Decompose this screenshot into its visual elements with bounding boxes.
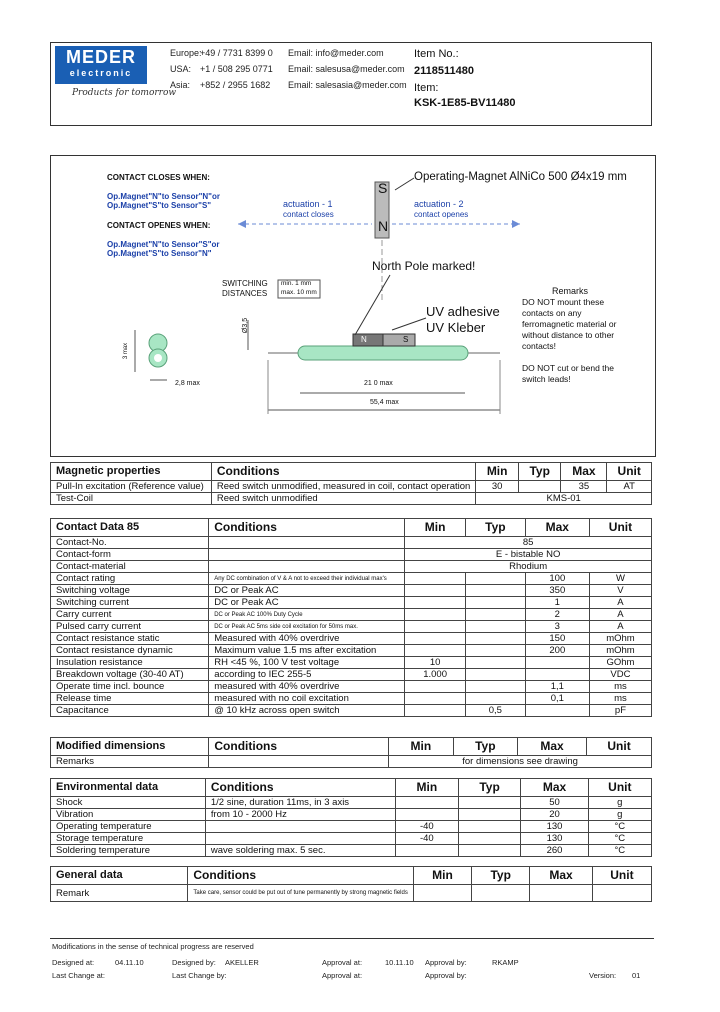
- cell-span: KMS-01: [476, 493, 652, 505]
- cell-min: [405, 633, 466, 645]
- cell-unit: W: [589, 573, 651, 585]
- header-cell: Typ: [458, 779, 521, 797]
- logo-line1: MEDER: [65, 47, 136, 67]
- sensor-s-label: S: [403, 335, 409, 344]
- actuation-1-label: actuation - 1: [283, 199, 333, 209]
- cell-unit: A: [589, 621, 651, 633]
- cell-unit: °C: [588, 833, 651, 845]
- header-cell: Conditions: [188, 867, 413, 885]
- cell-unit: [592, 885, 651, 902]
- table-row: [51, 609, 652, 621]
- cell-unit: pF: [589, 705, 651, 717]
- cell-min: [395, 845, 458, 857]
- version: 01: [632, 971, 641, 980]
- cell-unit: A: [589, 609, 651, 621]
- header-cell: Max: [525, 519, 589, 537]
- cell-min: [395, 797, 458, 809]
- header-cell: Max: [530, 867, 593, 885]
- cell-name: Operate time incl. bounce: [51, 681, 209, 693]
- cell-cond: 1/2 sine, duration 11ms, in 3 axis: [205, 797, 395, 809]
- cell-name: Contact-No.: [51, 537, 209, 549]
- cell-cond: Measured with 40% overdrive: [209, 633, 405, 645]
- header-cell: Magnetic properties: [51, 463, 212, 481]
- closes-line2: Op.Magnet"S"to Sensor"S": [107, 201, 212, 210]
- header-cell: Typ: [453, 738, 517, 756]
- switching-label-1: SWITCHING: [222, 279, 268, 288]
- header-cell: Max: [561, 463, 607, 481]
- header-cell: Max: [521, 779, 588, 797]
- north-pole-leader: [355, 275, 390, 335]
- cell-name: Contact-material: [51, 561, 209, 573]
- table-row: [51, 481, 652, 493]
- contact-phone-usa: +1 / 508 295 0771: [200, 64, 273, 74]
- cell-span: 85: [405, 537, 652, 549]
- cell-min: [405, 609, 466, 621]
- cell-typ: [465, 669, 525, 681]
- contact-phone-asia: +852 / 2955 1682: [200, 80, 271, 90]
- dim-210: 21 0 max: [364, 380, 393, 387]
- table-header-row: [51, 463, 652, 481]
- cell-name: Insulation resistance: [51, 657, 209, 669]
- cell-name: Contact-form: [51, 549, 209, 561]
- cell-max: 1: [525, 597, 589, 609]
- cell-name: Switching voltage: [51, 585, 209, 597]
- table-row: [51, 621, 652, 633]
- cell-cond: according to IEC 255-5: [209, 669, 405, 681]
- switching-min: min. 1 mm: [281, 280, 312, 287]
- cell-cond: [209, 561, 405, 573]
- item-no: 2118511480: [414, 65, 474, 77]
- table-header-row: [51, 519, 652, 537]
- magnet-s-label: S: [378, 180, 388, 196]
- table-row: [51, 681, 652, 693]
- designed-at: 04.11.10: [115, 958, 144, 967]
- header-cell: Environmental data: [51, 779, 206, 797]
- cell-typ: [465, 657, 525, 669]
- cell-max: 2: [525, 609, 589, 621]
- table-row: [51, 885, 652, 902]
- dim-phi: Ø3,5: [242, 317, 250, 334]
- contact-region-asia: Asia:: [170, 80, 191, 90]
- table-header-row: [51, 779, 652, 797]
- cell-cond: measured with 40% overdrive: [209, 681, 405, 693]
- magnet-leader-line: [395, 178, 414, 190]
- remark-line: DO NOT mount these: [522, 297, 605, 307]
- contact-closes-heading: CONTACT CLOSES WHEN:: [107, 173, 210, 182]
- arrow-left-icon: [238, 220, 246, 228]
- table-header-row: [51, 867, 652, 885]
- footer-note: Modifications in the sense of technical progress are reserved: [52, 942, 254, 951]
- general-table: [50, 866, 652, 902]
- cell-span: Rhodium: [405, 561, 652, 573]
- last-change-at-label: Last Change at:: [52, 971, 105, 980]
- cell-max: 20: [521, 809, 588, 821]
- header-cell: Unit: [592, 867, 651, 885]
- section-core: [154, 354, 162, 362]
- cell-typ: [458, 821, 521, 833]
- cell-cond: Any DC combination of V & A not to exceed their individual max's: [209, 573, 405, 585]
- cell-max: [525, 657, 589, 669]
- header-cell: Conditions: [209, 519, 405, 537]
- cell-cond: from 10 - 2000 Hz: [205, 809, 395, 821]
- cell-typ: [465, 633, 525, 645]
- cell-min: 1.000: [405, 669, 466, 681]
- reed-glass-body: [298, 346, 468, 360]
- cell-min: 10: [405, 657, 466, 669]
- sensor-magnet-s: [383, 334, 415, 346]
- cell-max: 350: [525, 585, 589, 597]
- designed-by: AKELLER: [225, 958, 259, 967]
- last-change-by-label: Last Change by:: [172, 971, 227, 980]
- cell-unit: mOhm: [589, 633, 651, 645]
- table-row: [51, 845, 652, 857]
- table-row: [51, 821, 652, 833]
- cell-cond: measured with no coil excitation: [209, 693, 405, 705]
- cell-unit: VDC: [589, 669, 651, 681]
- cell-max: 150: [525, 633, 589, 645]
- header-cell: Unit: [588, 779, 651, 797]
- header-cell: Modified dimensions: [51, 738, 209, 756]
- logo-line2: electronic: [69, 68, 133, 78]
- approval-by2-label: Approval by:: [425, 971, 467, 980]
- cell-min: [405, 645, 466, 657]
- actuation-1-desc: contact closes: [283, 210, 334, 219]
- cell-name: Test-Coil: [51, 493, 212, 505]
- uv-adhesive: UV adhesive: [426, 304, 500, 319]
- cell-cond: Reed switch unmodified: [211, 493, 475, 505]
- contact-opens-heading: CONTACT OPENES WHEN:: [107, 221, 211, 230]
- dim-diameter: 2,8 max: [175, 380, 200, 387]
- remarks-title: Remarks: [552, 286, 589, 296]
- header-cell: Min: [476, 463, 519, 481]
- table-row: [51, 597, 652, 609]
- footer-rule: [50, 938, 654, 939]
- table-row: [51, 833, 652, 845]
- cell-typ: [458, 833, 521, 845]
- cell-name: Vibration: [51, 809, 206, 821]
- designed-by-label: Designed by:: [172, 958, 216, 967]
- cell-name: Storage temperature: [51, 833, 206, 845]
- cell-typ: [472, 885, 530, 902]
- remark-line: ferromagnetic material or: [522, 319, 617, 329]
- cell-span: for dimensions see drawing: [389, 756, 652, 768]
- table-row: [51, 705, 652, 717]
- actuation-2-desc: contact openes: [414, 210, 469, 219]
- header-cell: Min: [413, 867, 471, 885]
- cell-cond: Reed switch unmodified, measured in coil, contact operation: [211, 481, 475, 493]
- remark-line: without distance to other: [522, 330, 615, 340]
- cell-unit: g: [588, 797, 651, 809]
- remark-line: contacts!: [522, 341, 557, 351]
- remark-line: contacts on any: [522, 308, 582, 318]
- table-row: [51, 549, 652, 561]
- table-row: [51, 669, 652, 681]
- header-cell: Typ: [518, 463, 560, 481]
- header-cell: Min: [389, 738, 453, 756]
- cell-max: 1,1: [525, 681, 589, 693]
- cell-cond: DC or Peak AC: [209, 597, 405, 609]
- contact-phone-europe: +49 / 7731 8399 0: [200, 48, 273, 58]
- cell-unit: V: [589, 585, 651, 597]
- cell-cond: [209, 549, 405, 561]
- magnet-description: Operating-Magnet AlNiCo 500 Ø4x19 mm: [414, 171, 627, 183]
- cell-max: [525, 669, 589, 681]
- opens-line2: Op.Magnet"S"to Sensor"N": [107, 249, 212, 258]
- cell-min: [405, 681, 466, 693]
- cell-max: 130: [521, 821, 588, 833]
- contact-email-europe: Email: info@meder.com: [288, 48, 384, 58]
- cell-cond: [205, 833, 395, 845]
- table-row: [51, 809, 652, 821]
- cell-typ: [465, 645, 525, 657]
- opens-line1: Op.Magnet"N"to Sensor"S"or: [107, 240, 220, 249]
- cell-cond: RH <45 %, 100 V test voltage: [209, 657, 405, 669]
- contact-table: [50, 518, 652, 717]
- cell-unit: °C: [588, 821, 651, 833]
- cell-typ: [458, 797, 521, 809]
- cell-max: 260: [521, 845, 588, 857]
- environmental-table: [50, 778, 652, 857]
- cell-typ: [458, 845, 521, 857]
- cell-min: [405, 705, 466, 717]
- cell-min: [413, 885, 471, 902]
- cell-max: 0,1: [525, 693, 589, 705]
- cell-cond: DC or Peak AC 100% Duty Cycle: [209, 609, 405, 621]
- cell-max: 35: [561, 481, 607, 493]
- approval-at2-label: Approval at:: [322, 971, 363, 980]
- cell-name: Switching current: [51, 597, 209, 609]
- cell-min: [405, 585, 466, 597]
- item-label: Item:: [414, 82, 439, 94]
- cell-name: Remark: [51, 885, 188, 902]
- approval-at-label: Approval at:: [322, 958, 363, 967]
- version-label: Version:: [589, 971, 617, 980]
- reed-switch-drawing: [0, 0, 720, 460]
- table-row: [51, 633, 652, 645]
- cell-max: 100: [525, 573, 589, 585]
- header-cell: Contact Data 85: [51, 519, 209, 537]
- cell-unit: A: [589, 597, 651, 609]
- cell-name: Pull-In excitation (Reference value): [51, 481, 212, 493]
- actuation-2-label: actuation - 2: [414, 199, 464, 209]
- cell-min: [395, 809, 458, 821]
- table-row: [51, 657, 652, 669]
- remarks-text: [522, 297, 616, 385]
- north-pole-label: North Pole marked!: [372, 259, 476, 273]
- cell-typ: [465, 609, 525, 621]
- table-row: [51, 573, 652, 585]
- cell-name: Capacitance: [51, 705, 209, 717]
- table-row: [51, 693, 652, 705]
- cell-name: Operating temperature: [51, 821, 206, 833]
- header-cell: Unit: [607, 463, 652, 481]
- cell-span: E - bistable NO: [405, 549, 652, 561]
- contact-region-europe: Europe:: [170, 48, 202, 58]
- cell-min: [405, 621, 466, 633]
- cell-unit: AT: [607, 481, 652, 493]
- cell-typ: 0,5: [465, 705, 525, 717]
- cell-max: 200: [525, 645, 589, 657]
- cell-unit: mOhm: [589, 645, 651, 657]
- cell-cond: [205, 821, 395, 833]
- header-cell: Min: [395, 779, 458, 797]
- cell-min: -40: [395, 833, 458, 845]
- cell-min: [405, 573, 466, 585]
- cell-name: Release time: [51, 693, 209, 705]
- cell-typ: [465, 693, 525, 705]
- table-row: [51, 561, 652, 573]
- table-row: [51, 756, 652, 768]
- cell-min: [405, 693, 466, 705]
- header-cell: Typ: [465, 519, 525, 537]
- cell-unit: °C: [588, 845, 651, 857]
- cell-min: [405, 597, 466, 609]
- cell-name: Contact resistance static: [51, 633, 209, 645]
- cell-name: Carry current: [51, 609, 209, 621]
- header-cell: Unit: [589, 519, 651, 537]
- cell-max: 50: [521, 797, 588, 809]
- cell-typ: [465, 573, 525, 585]
- header-cell: General data: [51, 867, 188, 885]
- cell-unit: ms: [589, 681, 651, 693]
- cell-max: [530, 885, 593, 902]
- cell-cond: @ 10 kHz across open switch: [209, 705, 405, 717]
- cell-name: Shock: [51, 797, 206, 809]
- arrow-right-icon: [512, 220, 520, 228]
- item-no-label: Item No.:: [414, 48, 459, 60]
- cell-typ: [465, 681, 525, 693]
- table-row: [51, 797, 652, 809]
- cell-unit: GOhm: [589, 657, 651, 669]
- table-row: [51, 537, 652, 549]
- magnet-n-label: N: [378, 218, 389, 234]
- cell-max: [525, 705, 589, 717]
- cell-cond: Maximum value 1.5 ms after excitation: [209, 645, 405, 657]
- header-cell: Conditions: [209, 738, 389, 756]
- cell-max: 3: [525, 621, 589, 633]
- item-value: KSK-1E85-BV11480: [414, 97, 516, 109]
- cell-name: Contact rating: [51, 573, 209, 585]
- cell-max: 130: [521, 833, 588, 845]
- header-cell: Typ: [472, 867, 530, 885]
- header-cell: Conditions: [205, 779, 395, 797]
- dim-height: 3 max: [123, 342, 130, 360]
- cell-typ: [518, 481, 560, 493]
- table-row: [51, 645, 652, 657]
- cell-name: Remarks: [51, 756, 209, 768]
- designed-at-label: Designed at:: [52, 958, 95, 967]
- remark-line: DO NOT cut or bend the: [522, 363, 614, 373]
- remark-line: switch leads!: [522, 374, 571, 384]
- header-cell: Conditions: [211, 463, 475, 481]
- header-cell: Min: [405, 519, 466, 537]
- cell-name: Contact resistance dynamic: [51, 645, 209, 657]
- slogan: Products for tomorrow: [72, 88, 177, 98]
- approval-at: 10.11.10: [385, 958, 414, 967]
- dim-554: 55,4 max: [370, 399, 399, 406]
- cell-typ: [465, 597, 525, 609]
- closes-line1: Op.Magnet"N"to Sensor"N"or: [107, 192, 220, 201]
- sensor-n-label: N: [361, 335, 367, 344]
- cell-cond: [209, 537, 405, 549]
- header-cell: Unit: [587, 738, 652, 756]
- cell-typ: [465, 621, 525, 633]
- cell-cond: wave soldering max. 5 sec.: [205, 845, 395, 857]
- cell-cond: DC or Peak AC 5ms side coil excitation for 50ms max.: [209, 621, 405, 633]
- uv-kleber: UV Kleber: [426, 320, 486, 335]
- cell-min: -40: [395, 821, 458, 833]
- cell-name: Soldering temperature: [51, 845, 206, 857]
- switching-max: max. 10 mm: [281, 289, 317, 296]
- cell-cond: DC or Peak AC: [209, 585, 405, 597]
- cell-name: Pulsed carry current: [51, 621, 209, 633]
- cell-unit: g: [588, 809, 651, 821]
- cell-cond: [209, 756, 389, 768]
- modified-table: [50, 737, 652, 768]
- table-header-row: [51, 738, 652, 756]
- cell-min: 30: [476, 481, 519, 493]
- table-row: [51, 585, 652, 597]
- cell-typ: [458, 809, 521, 821]
- contact-email-usa: Email: salesusa@meder.com: [288, 64, 405, 74]
- magnetic-table: [50, 462, 652, 505]
- contact-region-usa: USA:: [170, 64, 192, 74]
- table-row: [51, 493, 652, 505]
- cell-cond: Take care, sensor could be put out of tune permanently by strong magnetic fields: [188, 885, 413, 902]
- approval-by: RKAMP: [492, 958, 519, 967]
- uv-leader-line: [392, 318, 426, 330]
- cell-unit: ms: [589, 693, 651, 705]
- header-cell: Max: [518, 738, 587, 756]
- approval-by-label: Approval by:: [425, 958, 467, 967]
- cell-typ: [465, 585, 525, 597]
- contact-email-asia: Email: salesasia@meder.com: [288, 80, 407, 90]
- remark-spacer: [522, 352, 616, 363]
- switching-label-2: DISTANCES: [222, 289, 268, 298]
- cell-name: Breakdown voltage (30-40 AT): [51, 669, 209, 681]
